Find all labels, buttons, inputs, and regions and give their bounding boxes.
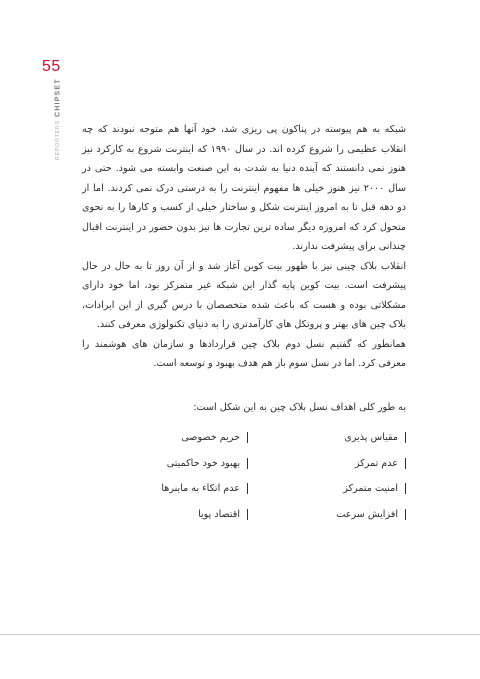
goal-item: امنیت متمرکز bbox=[304, 483, 406, 494]
paragraph-3: همانطور که گفتیم نسل دوم بلاک چین قراردادها و سازمان های هوشمند را معرفی کرد. اما در نسل سوم باز هم هدف بهبود و توسعه است. bbox=[82, 338, 406, 369]
goal-item: اقتصاد پویا bbox=[146, 509, 248, 520]
side-label-big: CHIPSET bbox=[54, 78, 62, 117]
paragraph-2: انقلاب بلاک چینی نیز با ظهور بیت کوین آغاز شد و از آن روز تا به حال در حال پیشرفت است. بیت کوین پایه گذار این شبکه غیر متمرکز بود، اما خود دارای مشکلاتی بوده و هست که باعث شده متخصصان با درس گیری از این ایرادات، بلاک چین های بهتر و پروتکل های کارآمدتری را به دنیای تکنولوژی معرفی کنند. bbox=[82, 260, 406, 330]
goals-list bbox=[146, 432, 406, 520]
list-intro: به طور کلی اهداف نسل بلاک چین به این شکل است: bbox=[193, 402, 406, 413]
side-label-small: REPORTERS bbox=[55, 119, 61, 160]
side-label bbox=[52, 80, 64, 160]
goal-item: عدم تمرکز bbox=[304, 458, 406, 469]
goal-item: حریم خصوصی bbox=[146, 432, 248, 443]
body-text bbox=[82, 120, 406, 374]
goal-item: مقیاس پذیری bbox=[304, 432, 406, 443]
page-number: 55 bbox=[42, 58, 61, 75]
goal-item: عدم اتکاء به ماینرها bbox=[146, 483, 248, 494]
goal-item: بهبود خود حاکمیتی bbox=[146, 458, 248, 469]
footer-divider bbox=[0, 634, 480, 635]
goal-item: افزایش سرعت bbox=[304, 509, 406, 520]
paragraph-1: شبکه به هم پیوسته در پناکون پی ریزی شد، خود آنها هم متوجه نبودند که چه انقلاب عظیمی را شروع کرده اند. در سال ۱۹۹۰ که اینترنت شروع به کارکرد نیز هنوز نمی دانستند که آینده دنیا به شدت به این صنعت وابسته می شود. حتی در سال ۲۰۰۰ نیز هنوز خیلی ها مفهوم اینترنت را به درستی درک نمی کردند. اما از دو دهه قبل تا به امروز اینترنت شکل و ساختار خیلی از کسب و کارها را به نحوی متحول کرد که امروزه دیگر ساده ترین تجارت ها نیز بدون حضور در اینترنت اقبال چندانی برای پیشرفت ندارند. bbox=[82, 124, 407, 252]
